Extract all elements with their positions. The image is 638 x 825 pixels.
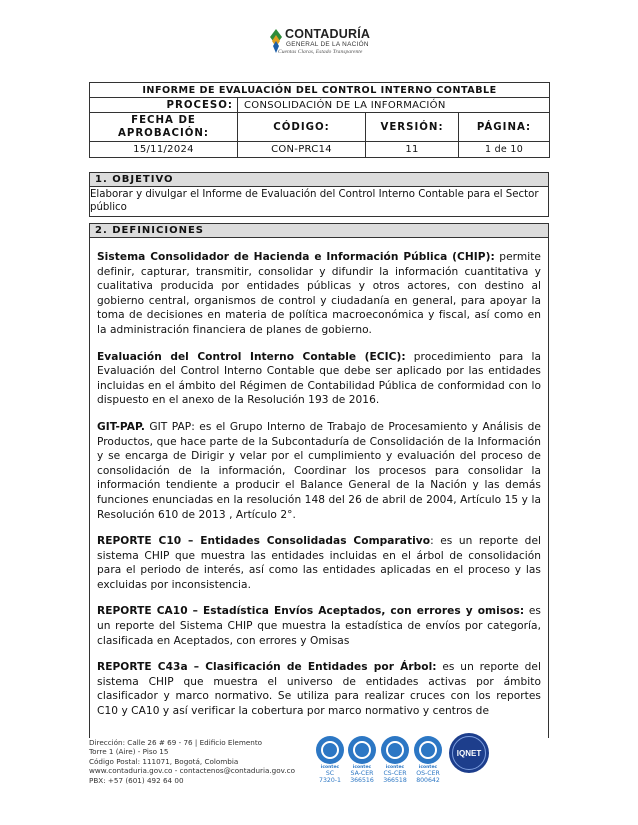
- logo-name: CONTADURÍA: [285, 27, 371, 41]
- definition-ecic: [97, 350, 541, 408]
- definition-git-pap: [97, 420, 541, 522]
- pagina-label: PÁGINA:: [459, 113, 550, 142]
- icontec-logo-icon: [316, 736, 344, 764]
- cert-number: 7320-1: [319, 777, 341, 784]
- definition-term: Evaluación del Control Interno Contable (ECIC):: [97, 350, 406, 363]
- iqnet-label: IQNET: [456, 749, 482, 758]
- definition-term: REPORTE C43a – Clasificación de Entidades por Árbol:: [97, 661, 437, 674]
- logo-subtitle: GENERAL DE LA NACIÓN: [286, 41, 369, 48]
- definition-chip: [97, 250, 541, 338]
- icontec-os-badge: [414, 736, 442, 789]
- codigo-label: CÓDIGO:: [238, 113, 366, 142]
- icontec-cs-badge: [381, 736, 409, 789]
- icontec-logo-icon: [381, 736, 409, 764]
- footer-line: PBX: +57 (601) 492 64 00: [89, 775, 184, 785]
- pagina-value: 1 de 10: [459, 142, 550, 158]
- definition-term: GIT-PAP.: [97, 420, 145, 433]
- proceso-label: PROCESO:: [90, 98, 238, 113]
- cert-number: 366516: [350, 777, 374, 784]
- definition-text: : es un reporte del sistema CHIP que muestra las entidades incluidas en el árbol de consolidación para el periodo de interés, así como las entidades aplicadas en el proceso y las excluidas por inconsistencia.: [97, 535, 541, 591]
- cert-org: icontec: [320, 765, 340, 770]
- icontec-sa-badge: [348, 736, 376, 789]
- footer-line: Código Postal: 111071, Bogotá, Colombia: [89, 756, 239, 766]
- definition-term: REPORTE C10 – Entidades Consolidadas Comparativo: [97, 535, 431, 548]
- objetivo-text: Elaborar y divulgar el Informe de Evaluación del Control Interno Contable para el Sector público: [90, 189, 539, 213]
- definiciones-section: [89, 223, 549, 738]
- proceso-value: CONSOLIDACIÓN DE LA INFORMACIÓN: [238, 98, 550, 113]
- cert-org: icontec: [418, 765, 438, 770]
- cert-org: icontec: [352, 765, 372, 770]
- definition-c43a: [97, 660, 541, 718]
- icontec-logo-icon: [414, 736, 442, 764]
- cert-number: 366518: [383, 777, 407, 784]
- footer-line: Torre 1 (Aire) - Piso 15: [89, 747, 169, 757]
- definition-text: GIT PAP: es el Grupo Interno de Trabajo de Procesamiento y Análisis de Productos, que hace parte de la Subcontaduría de Consolidación de la Información y se encarga de Dirigir y velar por el cumplimiento y evaluación del proceso de consolidación de la información, Coordinar los procesos para consolidar la información tendiente a producir el Balance General de la Nación y las demás funciones enunciadas en la resolución 148 del 26 de abril de 2004, Artículo 15 y la Resolución 610 de 2013 , Artículo 2°.: [97, 420, 541, 521]
- version-value: 11: [366, 142, 459, 158]
- contaduria-logo: [268, 27, 378, 57]
- objetivo-section: [89, 172, 549, 217]
- cert-code: CS-CER: [383, 770, 407, 777]
- icontec-sc-badge: [316, 736, 344, 789]
- fecha-label-line1: FECHA DE: [131, 115, 196, 126]
- definition-text: es un reporte del Sistema CHIP que muestra la estadística de envíos por categoría, clasificada en Aceptados, con errores y Omisas: [97, 605, 541, 647]
- definition-text: permite definir, capturar, transmitir, consolidar y difundir la información cuantitativa y cualitativa producida por entidades públicas y otros actores, con destino al gobierno central, organismos de control y ciudadanía en general, para apoyar la toma de decisiones en materia de política macroeconómica y fiscal, así como en la administración financiera de planes de gobierno.: [97, 251, 541, 336]
- logo-tagline: Cuentas Claras, Estado Transparente: [278, 49, 363, 55]
- fecha-aprobacion-label: [90, 113, 238, 142]
- iqnet-badge-icon: [449, 733, 489, 773]
- cert-number: 800642: [416, 777, 440, 784]
- cert-code: SC: [325, 770, 335, 777]
- footer-line: Dirección: Calle 26 # 69 - 76 | Edificio Elemento: [89, 738, 263, 747]
- definiciones-heading: 2. DEFINICIONES: [90, 224, 548, 238]
- document-header-table: [89, 82, 550, 158]
- fecha-value: 15/11/2024: [90, 142, 238, 158]
- definiciones-body: [97, 250, 541, 731]
- codigo-value: CON-PRC14: [238, 142, 366, 158]
- definition-c10: [97, 534, 541, 592]
- definition-term: Sistema Consolidador de Hacienda e Información Pública (CHIP):: [97, 251, 495, 263]
- cert-code: OS-CER: [416, 770, 440, 777]
- definition-text: es un reporte del sistema CHIP que muestra el universo de entidades activas por ámbito clasificador y marco normativo. Se utiliza para realizar cruces con los reportes C10 y CA10 y así verificar la cobertura por marco normativo y centros de: [97, 661, 541, 718]
- definition-text: procedimiento para la Evaluación del Control Interno Contable que debe ser aplicado por las entidades incluidas en el ámbito del Régimen de Contabilidad Pública de conformidad con lo dispuesto en el anexo de la Resolución 193 de 2016.: [97, 350, 541, 407]
- definition-ca10: [97, 604, 541, 648]
- objetivo-heading: 1. OBJETIVO: [90, 173, 548, 187]
- cert-code: SA-CER: [350, 770, 374, 777]
- cert-org: icontec: [385, 765, 405, 770]
- footer-address: [89, 738, 339, 785]
- report-title: INFORME DE EVALUACIÓN DEL CONTROL INTERNO CONTABLE: [90, 83, 550, 98]
- footer-line: www.contaduria.gov.co - contactenos@contaduria.gov.co: [89, 766, 295, 776]
- definition-term: REPORTE CA10 – Estadística Envíos Aceptados, con errores y omisos:: [97, 605, 525, 618]
- icontec-logo-icon: [348, 736, 376, 764]
- version-label: VERSIÓN:: [366, 113, 459, 142]
- fecha-label-line2: APROBACIÓN:: [117, 128, 210, 139]
